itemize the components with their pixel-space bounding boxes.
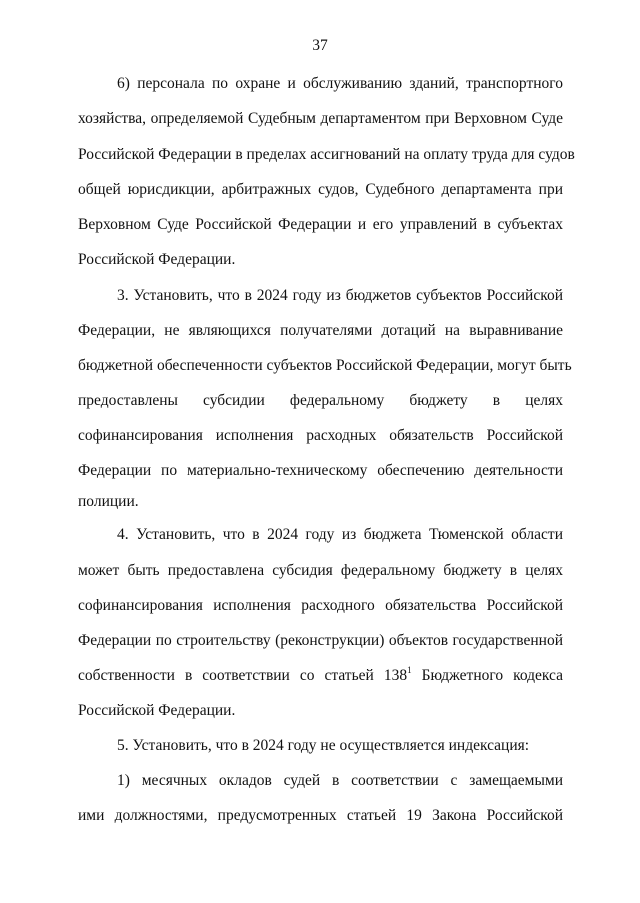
text-line: 6) персонала по охране и обслуживанию зданий, транспортного [117, 75, 563, 92]
text-line: Федерации по строительству (реконструкции) объектов государственной [78, 632, 563, 649]
text-line: софинансирования исполнения расходных обязательств Российской [78, 427, 563, 444]
text-line: 4. Установить, что в 2024 году из бюджета Тюменской области [117, 526, 563, 543]
text-line: Российской Федерации. [78, 702, 236, 719]
text-line: 3. Установить, что в 2024 году из бюджетов субъектов Российской [117, 287, 563, 304]
text-line: Федерации, не являющихся получателями дотаций на выравнивание [78, 322, 563, 339]
text-line: Федерации по материально-техническому обеспечению деятельности [78, 462, 563, 479]
page-number: 37 [312, 37, 328, 54]
text-line: полиции. [78, 493, 139, 510]
text-line: бюджетной обеспеченности субъектов Российской Федерации, могут быть [78, 357, 572, 374]
text-line: общей юрисдикции, арбитражных судов, Судебного департамента при [78, 181, 563, 198]
text-line: Российской Федерации в пределах ассигнований на оплату труда для судов [78, 146, 575, 163]
text-line-with-superscript [78, 667, 563, 685]
text-line: Верховном Суде Российской Федерации и его управлений в субъектах [78, 216, 563, 233]
superscript: 1 [407, 665, 412, 675]
text-line: 1) месячных окладов судей в соответствии с замещаемыми [117, 772, 563, 789]
text-line-main: собственности в соответствии со статьей 138 [78, 667, 408, 684]
text-line: хозяйства, определяемой Судебным департаментом при Верховном Суде [78, 110, 563, 127]
text-line: Российской Федерации. [78, 251, 236, 268]
text-line: может быть предоставлена субсидия федеральному бюджету в целях [78, 562, 563, 579]
text-line: 5. Установить, что в 2024 году не осуществляется индексация: [117, 737, 530, 754]
text-line: предоставлены субсидии федеральному бюджету в целях [78, 392, 563, 409]
text-line: ими должностями, предусмотренных статьей 19 Закона Российской [78, 807, 563, 824]
text-line: софинансирования исполнения расходного обязательства Российской [78, 597, 563, 614]
text-line-tail: Бюджетного кодекса [411, 667, 563, 684]
